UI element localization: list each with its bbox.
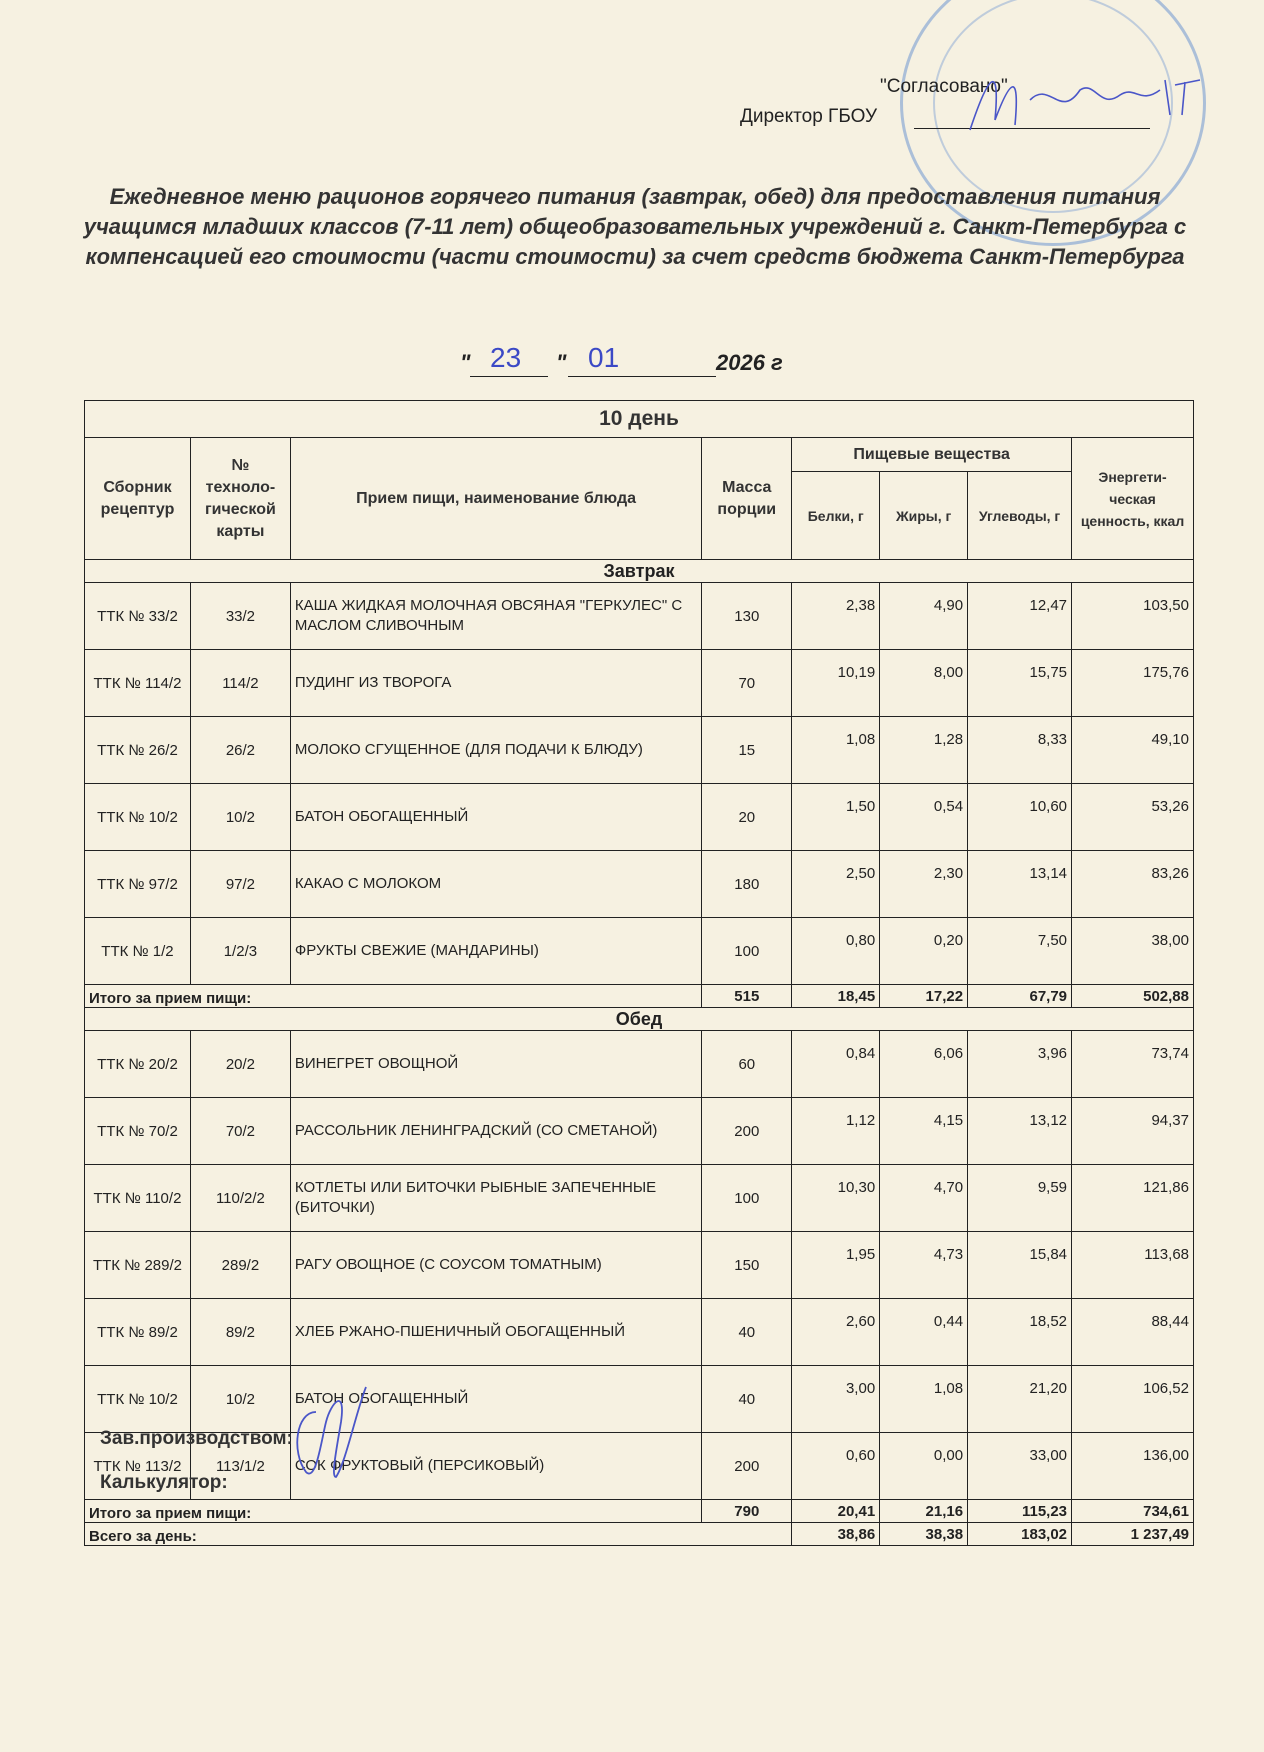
cell-card: 289/2 — [190, 1232, 290, 1299]
day-total-fat: 38,38 — [880, 1523, 968, 1546]
cell-energy: 83,26 — [1072, 851, 1194, 918]
cell-mass: 200 — [702, 1433, 792, 1500]
section-lunch: Обед — [85, 1008, 1194, 1031]
cell-fat: 0,54 — [880, 784, 968, 851]
table-row — [85, 851, 1194, 918]
lunch-total-protein: 20,41 — [792, 1500, 880, 1523]
cell-collection: ТТК № 114/2 — [85, 650, 191, 717]
table-row — [85, 1299, 1194, 1366]
cell-protein: 0,80 — [792, 918, 880, 985]
date-year: 2026 г — [716, 350, 783, 375]
cell-carbs: 9,59 — [968, 1165, 1072, 1232]
cell-card: 20/2 — [190, 1031, 290, 1098]
breakfast-total-fat: 17,22 — [880, 985, 968, 1008]
production-head-label: Зав.производством: — [100, 1428, 293, 1449]
cell-carbs: 18,52 — [968, 1299, 1072, 1366]
cell-card: 113/1/2 — [190, 1433, 290, 1500]
day-label: 10 день — [85, 401, 1194, 438]
production-head-signature-icon — [286, 1382, 376, 1492]
header-mass: Масса порции — [702, 438, 792, 560]
cell-fat: 8,00 — [880, 650, 968, 717]
cell-collection: ТТК № 110/2 — [85, 1165, 191, 1232]
day-total-protein: 38,86 — [792, 1523, 880, 1546]
cell-collection: ТТК № 10/2 — [85, 1366, 191, 1433]
table-row — [85, 1165, 1194, 1232]
date-day-underline — [470, 376, 548, 377]
cell-dish: КАКАО С МОЛОКОМ — [290, 851, 701, 918]
cell-collection: ТТК № 20/2 — [85, 1031, 191, 1098]
calculator-label: Калькулятор: — [100, 1472, 228, 1493]
cell-fat: 4,70 — [880, 1165, 968, 1232]
table-row — [85, 918, 1194, 985]
cell-dish: БАТОН ОБОГАЩЕННЫЙ — [290, 1366, 701, 1433]
cell-energy: 103,50 — [1072, 583, 1194, 650]
cell-card: 10/2 — [190, 1366, 290, 1433]
cell-collection: ТТК № 26/2 — [85, 717, 191, 784]
day-total-energy: 1 237,49 — [1072, 1523, 1194, 1546]
header-protein: Белки, г — [792, 472, 880, 560]
breakfast-total-label: Итого за прием пищи: — [85, 985, 702, 1008]
cell-mass: 150 — [702, 1232, 792, 1299]
cell-mass: 15 — [702, 717, 792, 784]
cell-card: 70/2 — [190, 1098, 290, 1165]
cell-mass: 130 — [702, 583, 792, 650]
cell-card: 26/2 — [190, 717, 290, 784]
menu-table — [84, 400, 1194, 1546]
table-row — [85, 583, 1194, 650]
breakfast-total-row — [85, 985, 1194, 1008]
cell-card: 10/2 — [190, 784, 290, 851]
lunch-total-label: Итого за прием пищи: — [85, 1500, 702, 1523]
cell-dish: ПУДИНГ ИЗ ТВОРОГА — [290, 650, 701, 717]
director-signature-icon — [960, 60, 1210, 140]
cell-card: 89/2 — [190, 1299, 290, 1366]
header-carbs: Углеводы, г — [968, 472, 1072, 560]
cell-protein: 2,38 — [792, 583, 880, 650]
cell-protein: 2,60 — [792, 1299, 880, 1366]
day-total-carbs: 183,02 — [968, 1523, 1072, 1546]
cell-fat: 2,30 — [880, 851, 968, 918]
cell-dish: РАССОЛЬНИК ЛЕНИНГРАДСКИЙ (СО СМЕТАНОЙ) — [290, 1098, 701, 1165]
table-row — [85, 784, 1194, 851]
cell-energy: 136,00 — [1072, 1433, 1194, 1500]
cell-energy: 175,76 — [1072, 650, 1194, 717]
cell-dish: БАТОН ОБОГАЩЕННЫЙ — [290, 784, 701, 851]
cell-mass: 60 — [702, 1031, 792, 1098]
section-breakfast: Завтрак — [85, 560, 1194, 583]
lunch-total-row — [85, 1500, 1194, 1523]
cell-fat: 1,28 — [880, 717, 968, 784]
table-row — [85, 1232, 1194, 1299]
cell-mass: 70 — [702, 650, 792, 717]
cell-fat: 4,90 — [880, 583, 968, 650]
cell-card: 1/2/3 — [190, 918, 290, 985]
cell-protein: 2,50 — [792, 851, 880, 918]
cell-protein: 1,95 — [792, 1232, 880, 1299]
cell-carbs: 12,47 — [968, 583, 1072, 650]
director-label: Директор ГБОУ — [740, 106, 878, 127]
table-row — [85, 1031, 1194, 1098]
cell-dish: СОК ФРУКТОВЫЙ (ПЕРСИКОВЫЙ) — [290, 1433, 701, 1500]
day-total-row — [85, 1523, 1194, 1546]
header-dish: Прием пищи, наименование блюда — [290, 438, 701, 560]
breakfast-total-mass: 515 — [702, 985, 792, 1008]
cell-card: 114/2 — [190, 650, 290, 717]
cell-collection: ТТК № 33/2 — [85, 583, 191, 650]
cell-card: 33/2 — [190, 583, 290, 650]
cell-collection: ТТК № 70/2 — [85, 1098, 191, 1165]
header-tech-card: № техноло-гической карты — [190, 438, 290, 560]
cell-dish: ВИНЕГРЕТ ОВОЩНОЙ — [290, 1031, 701, 1098]
cell-protein: 0,84 — [792, 1031, 880, 1098]
date-quote-close: " — [556, 350, 567, 375]
cell-energy: 113,68 — [1072, 1232, 1194, 1299]
cell-collection: ТТК № 1/2 — [85, 918, 191, 985]
cell-carbs: 3,96 — [968, 1031, 1072, 1098]
table-row — [85, 650, 1194, 717]
cell-protein: 1,50 — [792, 784, 880, 851]
cell-fat: 0,44 — [880, 1299, 968, 1366]
cell-carbs: 21,20 — [968, 1366, 1072, 1433]
cell-fat: 6,06 — [880, 1031, 968, 1098]
cell-dish: ФРУКТЫ СВЕЖИЕ (МАНДАРИНЫ) — [290, 918, 701, 985]
cell-card: 110/2/2 — [190, 1165, 290, 1232]
cell-mass: 20 — [702, 784, 792, 851]
cell-mass: 40 — [702, 1366, 792, 1433]
cell-carbs: 13,14 — [968, 851, 1072, 918]
cell-protein: 1,08 — [792, 717, 880, 784]
cell-carbs: 33,00 — [968, 1433, 1072, 1500]
cell-collection: ТТК № 113/2 — [85, 1433, 191, 1500]
cell-energy: 106,52 — [1072, 1366, 1194, 1433]
cell-carbs: 10,60 — [968, 784, 1072, 851]
cell-carbs: 15,75 — [968, 650, 1072, 717]
cell-card: 97/2 — [190, 851, 290, 918]
approval-agreed-label: "Согласовано" — [880, 76, 1008, 97]
header-energy: Энергети-ческая ценность, ккал — [1072, 438, 1194, 560]
cell-energy: 88,44 — [1072, 1299, 1194, 1366]
cell-protein: 10,19 — [792, 650, 880, 717]
lunch-total-mass: 790 — [702, 1500, 792, 1523]
table-row — [85, 717, 1194, 784]
lunch-total-fat: 21,16 — [880, 1500, 968, 1523]
cell-energy: 94,37 — [1072, 1098, 1194, 1165]
cell-carbs: 8,33 — [968, 717, 1072, 784]
cell-collection: ТТК № 89/2 — [85, 1299, 191, 1366]
cell-energy: 49,10 — [1072, 717, 1194, 784]
cell-fat: 4,15 — [880, 1098, 968, 1165]
cell-collection: ТТК № 10/2 — [85, 784, 191, 851]
breakfast-total-energy: 502,88 — [1072, 985, 1194, 1008]
date-month-underline — [568, 376, 716, 377]
cell-fat: 0,20 — [880, 918, 968, 985]
cell-energy: 121,86 — [1072, 1165, 1194, 1232]
cell-dish: КОТЛЕТЫ ИЛИ БИТОЧКИ РЫБНЫЕ ЗАПЕЧЕННЫЕ (БИТОЧКИ) — [290, 1165, 701, 1232]
cell-dish: ХЛЕБ РЖАНО-ПШЕНИЧНЫЙ ОБОГАЩЕННЫЙ — [290, 1299, 701, 1366]
cell-fat: 0,00 — [880, 1433, 968, 1500]
cell-protein: 1,12 — [792, 1098, 880, 1165]
cell-collection: ТТК № 97/2 — [85, 851, 191, 918]
cell-mass: 40 — [702, 1299, 792, 1366]
document-title: Ежедневное меню рационов горячего питания (завтрак, обед) для предоставления питания учащимся младших классов (7-11 лет) общеобразовательных учреждений г. Санкт-Петербурга с компенсацией его стоимости (части стоимости) за счет средств бюджета Санкт-Петербурга — [83, 184, 1187, 269]
lunch-total-carbs: 115,23 — [968, 1500, 1072, 1523]
lunch-total-energy: 734,61 — [1072, 1500, 1194, 1523]
cell-dish: РАГУ ОВОЩНОЕ (С СОУСОМ ТОМАТНЫМ) — [290, 1232, 701, 1299]
table-row — [85, 1098, 1194, 1165]
cell-mass: 100 — [702, 918, 792, 985]
cell-mass: 200 — [702, 1098, 792, 1165]
header-fat: Жиры, г — [880, 472, 968, 560]
date-month: 01 — [588, 342, 620, 373]
header-nutrients: Пищевые вещества — [792, 438, 1072, 472]
cell-protein: 0,60 — [792, 1433, 880, 1500]
cell-protein: 3,00 — [792, 1366, 880, 1433]
cell-carbs: 13,12 — [968, 1098, 1072, 1165]
cell-collection: ТТК № 289/2 — [85, 1232, 191, 1299]
cell-mass: 100 — [702, 1165, 792, 1232]
cell-carbs: 7,50 — [968, 918, 1072, 985]
date-day: 23 — [490, 342, 522, 373]
cell-fat: 4,73 — [880, 1232, 968, 1299]
cell-mass: 180 — [702, 851, 792, 918]
day-total-label: Всего за день: — [85, 1523, 792, 1546]
cell-energy: 53,26 — [1072, 784, 1194, 851]
cell-energy: 73,74 — [1072, 1031, 1194, 1098]
header-collection: Сборник рецептур — [85, 438, 191, 560]
table-row — [85, 1366, 1194, 1433]
cell-fat: 1,08 — [880, 1366, 968, 1433]
cell-dish: МОЛОКО СГУЩЕННОЕ (ДЛЯ ПОДАЧИ К БЛЮДУ) — [290, 717, 701, 784]
cell-carbs: 15,84 — [968, 1232, 1072, 1299]
cell-energy: 38,00 — [1072, 918, 1194, 985]
cell-dish: КАША ЖИДКАЯ МОЛОЧНАЯ ОВСЯНАЯ "ГЕРКУЛЕС" С МАСЛОМ СЛИВОЧНЫМ — [290, 583, 701, 650]
date-quote-open: " — [460, 350, 471, 375]
cell-protein: 10,30 — [792, 1165, 880, 1232]
breakfast-total-protein: 18,45 — [792, 985, 880, 1008]
breakfast-total-carbs: 67,79 — [968, 985, 1072, 1008]
